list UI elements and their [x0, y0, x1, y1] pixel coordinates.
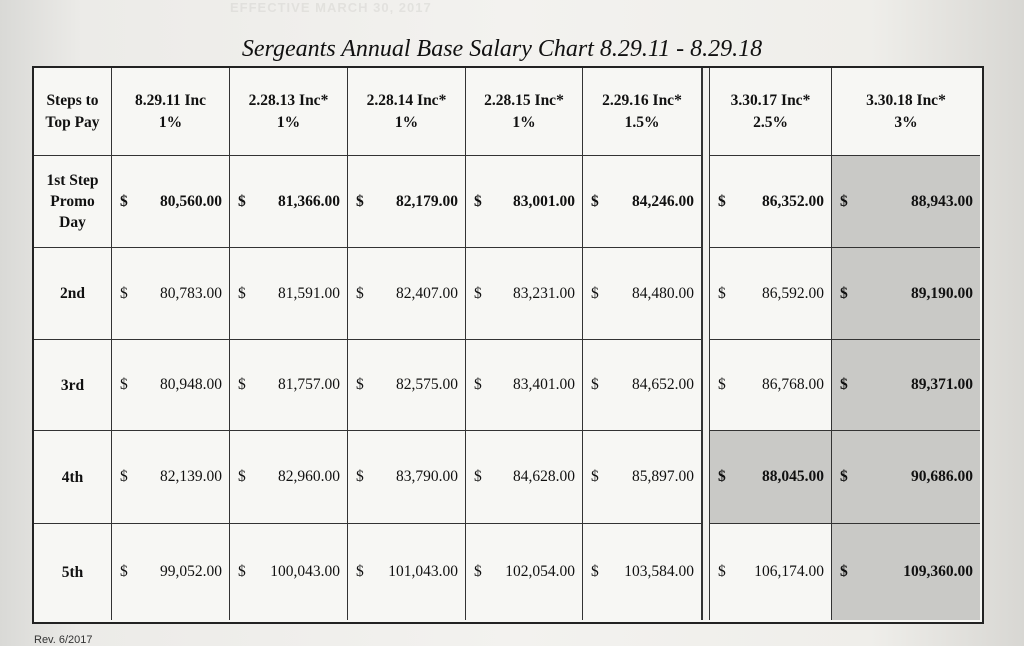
- salary-cell: [348, 340, 466, 431]
- step-label: [34, 340, 112, 431]
- header-increment-7: [832, 68, 980, 156]
- header-increment-3: [348, 68, 466, 156]
- salary-amount: 99,052.00: [160, 563, 222, 580]
- header-line2: 3%: [894, 113, 918, 131]
- salary-amount: 83,231.00: [513, 284, 575, 302]
- currency-symbol: $: [718, 192, 726, 210]
- step-label: [34, 156, 112, 248]
- header-increment-6: [710, 68, 832, 156]
- salary-amount: 80,560.00: [160, 192, 222, 210]
- step-label-line: 2nd: [60, 285, 85, 302]
- salary-cell: [583, 248, 702, 340]
- salary-amount: 86,592.00: [762, 284, 824, 302]
- header-line1: 2.28.14 Inc*: [366, 91, 447, 109]
- revision-note: Rev. 6/2017: [34, 634, 93, 646]
- salary-table: [32, 66, 984, 624]
- currency-symbol: $: [474, 468, 482, 485]
- currency-symbol: $: [718, 468, 726, 485]
- salary-cell: [710, 431, 832, 524]
- salary-cell: [230, 431, 348, 524]
- currency-symbol: $: [120, 284, 128, 302]
- header-line1: 3.30.18 Inc*: [866, 91, 946, 109]
- salary-cell: [466, 431, 583, 524]
- salary-amount: 80,783.00: [160, 284, 222, 302]
- salary-cell: [112, 431, 230, 524]
- salary-cell: [710, 248, 832, 340]
- salary-amount: 82,407.00: [396, 284, 458, 302]
- salary-cell: [348, 524, 466, 620]
- salary-amount: 109,360.00: [903, 563, 973, 580]
- currency-symbol: $: [120, 192, 128, 210]
- currency-symbol: $: [591, 376, 599, 393]
- currency-symbol: $: [356, 468, 364, 485]
- step-label-line: 4th: [61, 468, 84, 486]
- salary-amount: 86,768.00: [762, 376, 824, 393]
- currency-symbol: $: [356, 284, 364, 302]
- salary-amount: 82,139.00: [160, 468, 222, 485]
- step-label: [34, 431, 112, 524]
- salary-amount: 82,575.00: [396, 376, 458, 393]
- currency-symbol: $: [238, 563, 246, 580]
- salary-amount: 84,652.00: [632, 376, 694, 393]
- salary-amount: 90,686.00: [911, 468, 973, 485]
- salary-cell: [466, 340, 583, 431]
- salary-amount: 86,352.00: [762, 192, 824, 210]
- salary-cell: [583, 340, 702, 431]
- salary-cell: [710, 524, 832, 620]
- salary-cell: [832, 156, 980, 248]
- header-line2: 1%: [394, 113, 419, 131]
- currency-symbol: $: [474, 192, 482, 210]
- salary-amount: 81,366.00: [278, 192, 340, 210]
- salary-cell: [832, 524, 980, 620]
- salary-amount: 80,948.00: [160, 376, 222, 393]
- currency-symbol: $: [238, 468, 246, 485]
- salary-cell: [112, 248, 230, 340]
- salary-amount: 84,246.00: [632, 192, 694, 210]
- currency-symbol: $: [120, 376, 128, 393]
- salary-cell: [710, 156, 832, 248]
- currency-symbol: $: [840, 192, 848, 210]
- currency-symbol: $: [591, 563, 599, 580]
- salary-amount: 81,757.00: [278, 376, 340, 393]
- salary-cell: [466, 524, 583, 620]
- currency-symbol: $: [840, 376, 848, 393]
- step-label-line: Day: [59, 214, 86, 231]
- currency-symbol: $: [120, 563, 128, 580]
- header-increment-2: [230, 68, 348, 156]
- salary-amount: 101,043.00: [388, 563, 458, 580]
- salary-cell: [230, 340, 348, 431]
- header-increment-5: [583, 68, 702, 156]
- salary-amount: 102,054.00: [505, 563, 575, 580]
- currency-symbol: $: [840, 563, 848, 580]
- currency-symbol: $: [474, 563, 482, 580]
- salary-amount: 88,943.00: [911, 192, 973, 210]
- currency-symbol: $: [718, 563, 726, 580]
- header-line1: 2.28.15 Inc*: [484, 91, 564, 109]
- header-line2: 1%: [158, 113, 183, 131]
- header-line2: 2.5%: [753, 113, 788, 131]
- currency-symbol: $: [120, 468, 128, 485]
- salary-cell: [583, 156, 702, 248]
- salary-cell: [348, 156, 466, 248]
- salary-cell: [583, 524, 702, 620]
- salary-amount: 83,790.00: [396, 468, 458, 485]
- salary-amount: 83,001.00: [513, 192, 575, 210]
- salary-amount: 82,179.00: [396, 192, 458, 210]
- header-line2: 1.5%: [624, 113, 660, 131]
- header-line1: Steps to: [46, 91, 99, 109]
- salary-amount: 89,190.00: [911, 284, 973, 302]
- header-steps: [34, 68, 112, 156]
- salary-amount: 106,174.00: [754, 563, 824, 580]
- header-line1: 2.29.16 Inc*: [602, 91, 682, 109]
- currency-symbol: $: [238, 284, 246, 302]
- bleed-through-text: EFFECTIVE MARCH 30, 2017: [230, 0, 432, 15]
- salary-cell: [466, 156, 583, 248]
- salary-amount: 84,628.00: [513, 468, 575, 485]
- currency-symbol: $: [356, 376, 364, 393]
- step-label-line: 3rd: [60, 376, 85, 394]
- salary-amount: 100,043.00: [270, 563, 340, 580]
- salary-cell: [710, 340, 832, 431]
- currency-symbol: $: [840, 284, 848, 302]
- currency-symbol: $: [718, 376, 726, 393]
- header-line1: 8.29.11 Inc: [134, 91, 207, 109]
- step-label-line: 5th: [61, 563, 84, 581]
- salary-amount: 82,960.00: [278, 468, 340, 485]
- currency-symbol: $: [840, 468, 848, 485]
- currency-symbol: $: [356, 192, 364, 210]
- header-increment-1: [112, 68, 230, 156]
- salary-amount: 85,897.00: [632, 468, 694, 485]
- header-line2: 1%: [512, 113, 536, 131]
- header-line1: 2.28.13 Inc*: [248, 91, 329, 109]
- salary-cell: [348, 431, 466, 524]
- salary-amount: 83,401.00: [513, 376, 575, 393]
- salary-cell: [230, 248, 348, 340]
- salary-amount: 88,045.00: [762, 468, 824, 485]
- currency-symbol: $: [591, 468, 599, 485]
- chart-title: Sergeants Annual Base Salary Chart 8.29.11 - 8.29.18: [241, 36, 763, 62]
- salary-amount: 103,584.00: [624, 563, 694, 580]
- currency-symbol: $: [591, 192, 599, 210]
- currency-symbol: $: [591, 284, 599, 302]
- salary-cell: [230, 524, 348, 620]
- salary-cell: [112, 524, 230, 620]
- salary-amount: 89,371.00: [911, 376, 973, 393]
- step-label: [34, 248, 112, 340]
- salary-cell: [832, 248, 980, 340]
- header-line1: 3.30.17 Inc*: [730, 91, 811, 109]
- currency-symbol: $: [474, 376, 482, 393]
- currency-symbol: $: [238, 192, 246, 210]
- currency-symbol: $: [238, 376, 246, 393]
- salary-cell: [832, 431, 980, 524]
- salary-cell: [112, 156, 230, 248]
- salary-cell: [112, 340, 230, 431]
- salary-amount: 81,591.00: [278, 284, 340, 302]
- step-label: [34, 524, 112, 620]
- currency-symbol: $: [356, 563, 364, 580]
- currency-symbol: $: [718, 284, 726, 302]
- currency-symbol: $: [474, 284, 482, 302]
- salary-amount: 84,480.00: [632, 284, 694, 302]
- salary-cell: [348, 248, 466, 340]
- column-gap: [702, 68, 710, 620]
- header-increment-4: [466, 68, 583, 156]
- salary-cell: [466, 248, 583, 340]
- salary-cell: [832, 340, 980, 431]
- step-label-line: Promo: [50, 193, 95, 210]
- header-line2: Top Pay: [45, 113, 100, 131]
- header-line2: 1%: [276, 113, 301, 131]
- step-label-line: 1st Step: [46, 172, 99, 189]
- salary-cell: [230, 156, 348, 248]
- salary-cell: [583, 431, 702, 524]
